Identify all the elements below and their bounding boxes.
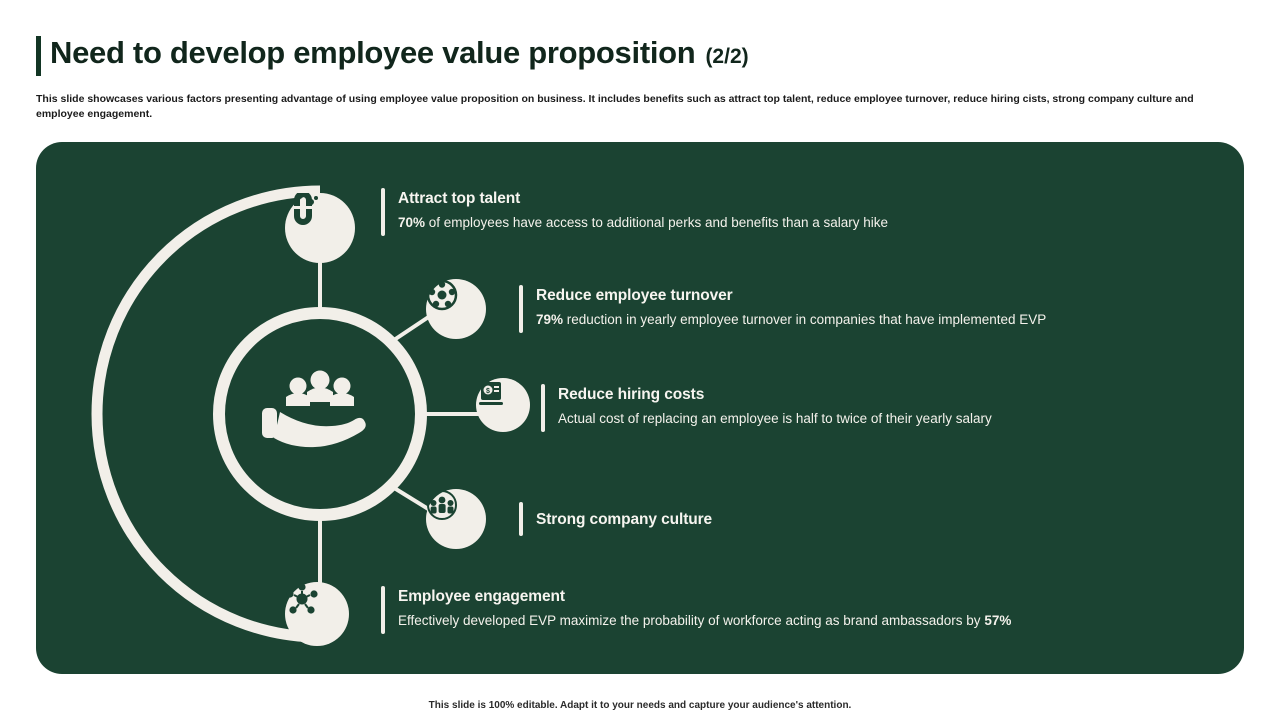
item-description-text: Effectively developed EVP maximize the probability of workforce acting as brand ambassadors by bbox=[398, 613, 985, 628]
item-accent-bar bbox=[381, 586, 385, 634]
engagement-network-icon bbox=[285, 582, 319, 616]
node-strong-company-culture[interactable] bbox=[426, 489, 486, 549]
magnet-icon bbox=[285, 193, 321, 229]
node-reduce-employee-turnover[interactable] bbox=[426, 279, 486, 339]
node-attract-top-talent[interactable] bbox=[285, 193, 355, 263]
content-card bbox=[36, 142, 1244, 674]
item-stat: 70% bbox=[398, 215, 426, 230]
svg-text:$: $ bbox=[486, 388, 490, 395]
item-accent-bar bbox=[519, 285, 523, 333]
evp-diagram bbox=[36, 142, 1244, 674]
turnover-cycle-icon bbox=[426, 279, 458, 311]
cost-document-icon bbox=[476, 378, 506, 408]
item-description-text: reduction in yearly employee turnover in companies that have implemented EVP bbox=[563, 312, 1047, 327]
item-reduce-hiring-costs bbox=[541, 384, 992, 440]
item-accent-bar bbox=[381, 188, 385, 236]
page-subtitle: This slide showcases various factors presenting advantage of using employee value proposition on business. It includes benefits such as attract top talent, reduce employee turnover, reduce hiring cists, strong company culture and employee engagement. bbox=[36, 93, 1194, 120]
hand-holding-people-icon bbox=[262, 371, 366, 448]
item-accent-bar bbox=[541, 384, 545, 432]
item-description: Actual cost of replacing an employee is half to twice of their yearly salary bbox=[558, 411, 992, 426]
team-group-icon bbox=[426, 489, 458, 521]
item-description-text: of employees have access to additional perks and benefits than a salary hike bbox=[425, 215, 889, 230]
item-employee-engagement bbox=[381, 586, 1011, 642]
item-attract-top-talent bbox=[381, 188, 888, 244]
item-description bbox=[536, 310, 1046, 329]
item-title: Reduce hiring costs bbox=[558, 386, 705, 403]
item-reduce-employee-turnover bbox=[519, 285, 1046, 341]
node-employee-engagement[interactable] bbox=[285, 582, 349, 646]
node-reduce-hiring-costs[interactable] bbox=[476, 378, 530, 432]
item-title: Reduce employee turnover bbox=[536, 287, 733, 304]
item-description bbox=[398, 213, 888, 232]
item-title: Employee engagement bbox=[398, 588, 565, 605]
item-title: Strong company culture bbox=[536, 510, 713, 528]
item-strong-company-culture bbox=[519, 496, 712, 542]
item-title: Attract top talent bbox=[398, 190, 521, 207]
item-stat: 57% bbox=[984, 613, 1012, 628]
item-description bbox=[398, 611, 1011, 630]
item-stat: 79% bbox=[536, 312, 564, 327]
page-title bbox=[36, 33, 749, 77]
footer-note: This slide is 100% editable. Adapt it to your needs and capture your audience's attention. bbox=[428, 700, 852, 711]
page-title-text: Need to develop employee value proposition bbox=[50, 35, 696, 70]
page-title-suffix: (2/2) bbox=[705, 45, 749, 68]
item-accent-bar bbox=[519, 502, 523, 536]
